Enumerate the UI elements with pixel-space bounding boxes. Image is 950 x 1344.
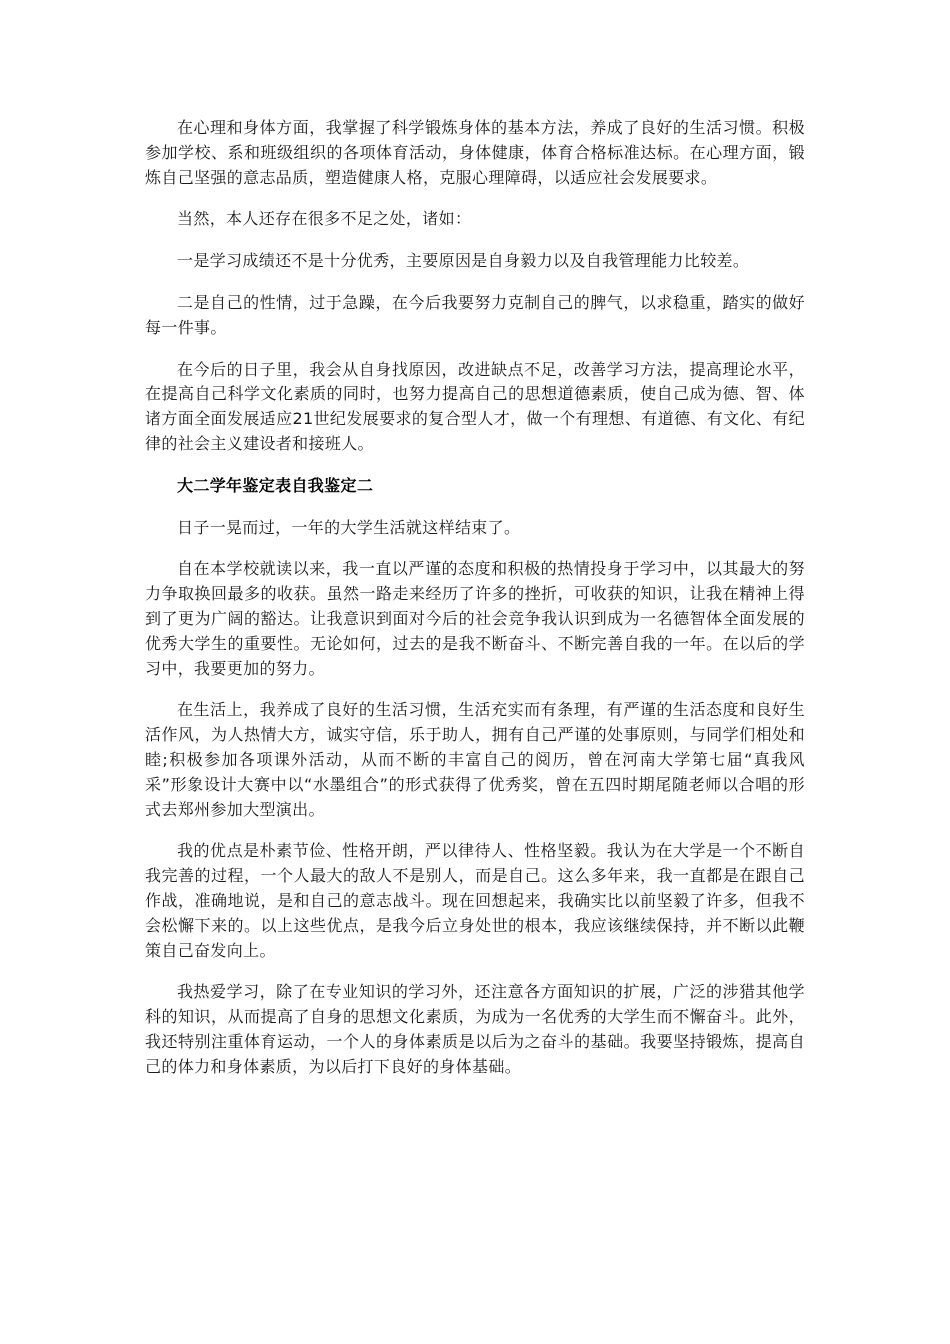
paragraph-year-passed: 日子一晃而过，一年的大学生活就这样结束了。 — [177, 517, 521, 537]
paragraph-study-attitude: 自在本学校就读以来，我一直以严谨的态度和积极的热情投身于学习中，以其最大的努力争取换回最多的收获。虽然一路走来经历了许多的挫折，可收获的知识，让我在精神上得到了更为广阔的豁达。让我意识到面对今后的社会竞争我认识到成为一名德智体全面发展的优秀大学生的重要性。无论如何，过去的是我不断奋斗、不断完善自我的一年。在以后的学习中，我要更加的努力。 — [145, 559, 805, 678]
paragraph-life-habits: 在生活上，我养成了良好的生活习惯，生活充实而有条理，有严谨的生活态度和良好生活作风，为人热情大方，诚实守信，乐于助人，拥有自己严谨的处事原则，与同学们相处和睦;积极参加各项课外活动，从而不断的丰富自己的阅历，曾在河南大学第七届“真我风采”形象设计大赛中以“水墨组合”的形式获得了优秀奖，曾在五四时期尾随老师以合唱的形式去郑州参加大型演出。 — [145, 700, 805, 819]
paragraph-shortcoming-one: 一是学习成绩还不是十分优秀，主要原因是自身毅力以及自我管理能力比较差。 — [177, 251, 750, 271]
document-body — [145, 116, 805, 1097]
section-heading: 大二学年鉴定表自我鉴定二 — [177, 475, 374, 495]
paragraph-strengths: 我的优点是朴素节俭、性格开朗，严以律待人、性格坚毅。我认为在大学是一个不断自我完善的过程，一个人最大的敌人不是别人，而是自己。这么多年来，我一直都是在跟自己作战，准确地说，是和自己的意志战斗。现在回想起来，我确实比以前坚毅了许多，但我不会松懈下来的。以上这些优点，是我今后立身处世的根本，我应该继续保持，并不断以此鞭策自己奋发向上。 — [145, 841, 805, 960]
paragraph-physical-mental: 在心理和身体方面，我掌握了科学锻炼身体的基本方法，养成了良好的生活习惯。积极参加学校、系和班级组织的各项体育活动，身体健康，体育合格标准达标。在心理方面，锻炼自己坚强的意志品质，塑造健康人格，克服心理障碍，以适应社会发展要求。 — [145, 118, 805, 187]
paragraph-shortcoming-two: 二是自己的性情，过于急躁，在今后我要努力克制自己的脾气，以求稳重，踏实的做好每一件事。 — [145, 292, 805, 337]
paragraph-shortcomings-intro: 当然，本人还存在很多不足之处，诸如： — [177, 209, 472, 229]
paragraph-love-learning: 我热爱学习，除了在专业知识的学习外，还注意各方面知识的扩展，广泛的涉猎其他学科的知识，从而提高了自身的思想文化素质，为成为一名优秀的大学生而不懈奋斗。此外，我还特别注重体育运动，一个人的身体素质是以后为之奋斗的基础。我要坚持锻炼，提高自己的体力和身体素质，为以后打下良好的身体基础。 — [145, 982, 805, 1076]
paragraph-future-plans: 在今后的日子里，我会从自身找原因，改进缺点不足，改善学习方法，提高理论水平，在提高自己科学文化素质的同时，也努力提高自己的思想道德素质，使自己成为德、智、体诸方面全面发展适应21世纪发展要求的复合型人才，做一个有理想、有道德、有文化、有纪律的社会主义建设者和接班人。 — [145, 359, 805, 453]
